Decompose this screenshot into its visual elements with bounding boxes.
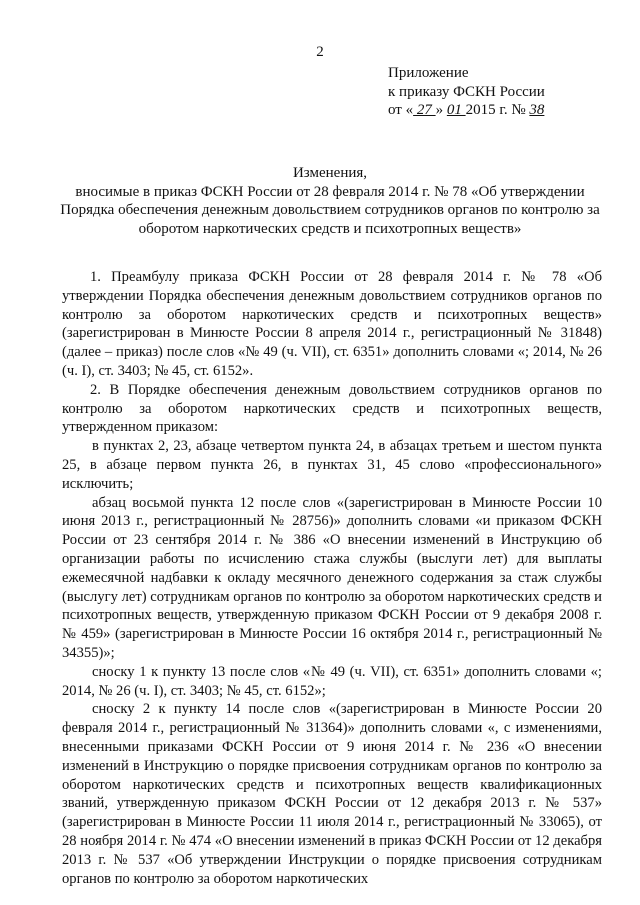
page-number: 2 [316,44,324,60]
title-line-2: вносимые в приказ ФСКН России от 28 февраля 2014 г. № 78 «Об утверждении [75,183,585,200]
appendix-order-ref: к приказу ФСКН России [388,83,545,100]
order-number: 38 [529,102,545,118]
date-mid: » [435,102,447,118]
paragraph: 2. В Порядке обеспечения денежным довольствием сотрудников органов по контролю за оборотом наркотических средств и психотропных веществ, утвержденном приказом: [62,381,602,436]
paragraph: сноску 2 к пункту 14 после слов «(зарегистрирован в Минюсте России 20 февраля 2014 г., регистрационный № 31364)» дополнить словами «, с изменениями, внесенными приказами ФСКН России от 9 июня 2014 г. № 236 «О внесении изменений в Инструкцию о порядке присвоения сотрудникам органов по контролю за оборотом наркотических средств и психотропных веществ квалификационных званий, утвержденную приказом ФСКН России от 12 декабря 2013 г. № 537» (зарегистрирован в Минюсте России 11 июля 2014 г., регистрационный № 33065), от 28 ноября 2014 г. № 474 «О внесении изменений в приказ ФСКН России от 12 декабря 2013 г. № 537 «Об утверждении Инструкции о порядке присвоения сотрудникам органов по контролю за оборотом наркотических [62,701,602,887]
paragraph: в пунктах 2, 23, абзаце четвертом пункта 24, в абзацах третьем и шестом пункта 25, в абзаце первом пункта 26, в пунктах 31, 45 слово «профессионального» исключить; [62,438,602,492]
document-title [56,164,604,238]
appendix-block [388,64,545,120]
appendix-date-line [388,101,545,120]
date-day: 27 [413,102,436,118]
title-line-4: оборотом наркотических средств и психотропных веществ» [138,220,522,237]
title-line-1: Изменения, [292,165,368,181]
title-line-3: Порядка обеспечения денежным довольствием сотрудников органов по контролю за [60,202,600,218]
date-prefix: от « [388,102,414,118]
paragraph: абзац восьмой пункта 12 после слов «(зарегистрирован в Минюсте России 10 июня 2013 г., регистрационный № 28756)» дополнить словами «и приказом ФСКН России от 23 сентября 2014 г. № 386 «О внесении изменений в Инструкцию об организации работы по исчислению стажа службы (выслуги лет) для выплаты ежемесячной надбавки к окладу месячного денежного содержания за стаж службы (выслугу лет) сотрудникам органов по контролю за оборотом наркотических средств и психотропных веществ, утвержденную приказом ФСКН России от 9 декабря 2008 г. № 459» (зарегистрирован в Минюсте России 16 октября 2014 г., регистрационный № 34355)»; [62,494,602,661]
document-body [62,268,602,888]
appendix-title: Приложение [388,65,469,81]
date-month: 01 [446,102,466,118]
paragraph: 1. Преамбулу приказа ФСКН России от 28 февраля 2014 г. № 78 «Об утверждении Порядка обеспечения денежным довольствием сотрудников органов по контролю за оборотом наркотических средств и психотропных веществ» (зарегистрирован в Минюсте России 8 апреля 2014 г., регистрационный № 31848) (далее – приказ) после слов «№ 49 (ч. VII), ст. 6351» дополнить словами «; 2014, № 26 (ч. I), ст. 3403; № 45, ст. 6152». [62,269,602,379]
date-year: 2015 г. № [465,102,530,118]
paragraph: сноску 1 к пункту 13 после слов «№ 49 (ч. VII), ст. 6351» дополнить словами «; 2014, № 26 (ч. I), ст. 3403; № 45, ст. 6152»; [62,663,602,699]
